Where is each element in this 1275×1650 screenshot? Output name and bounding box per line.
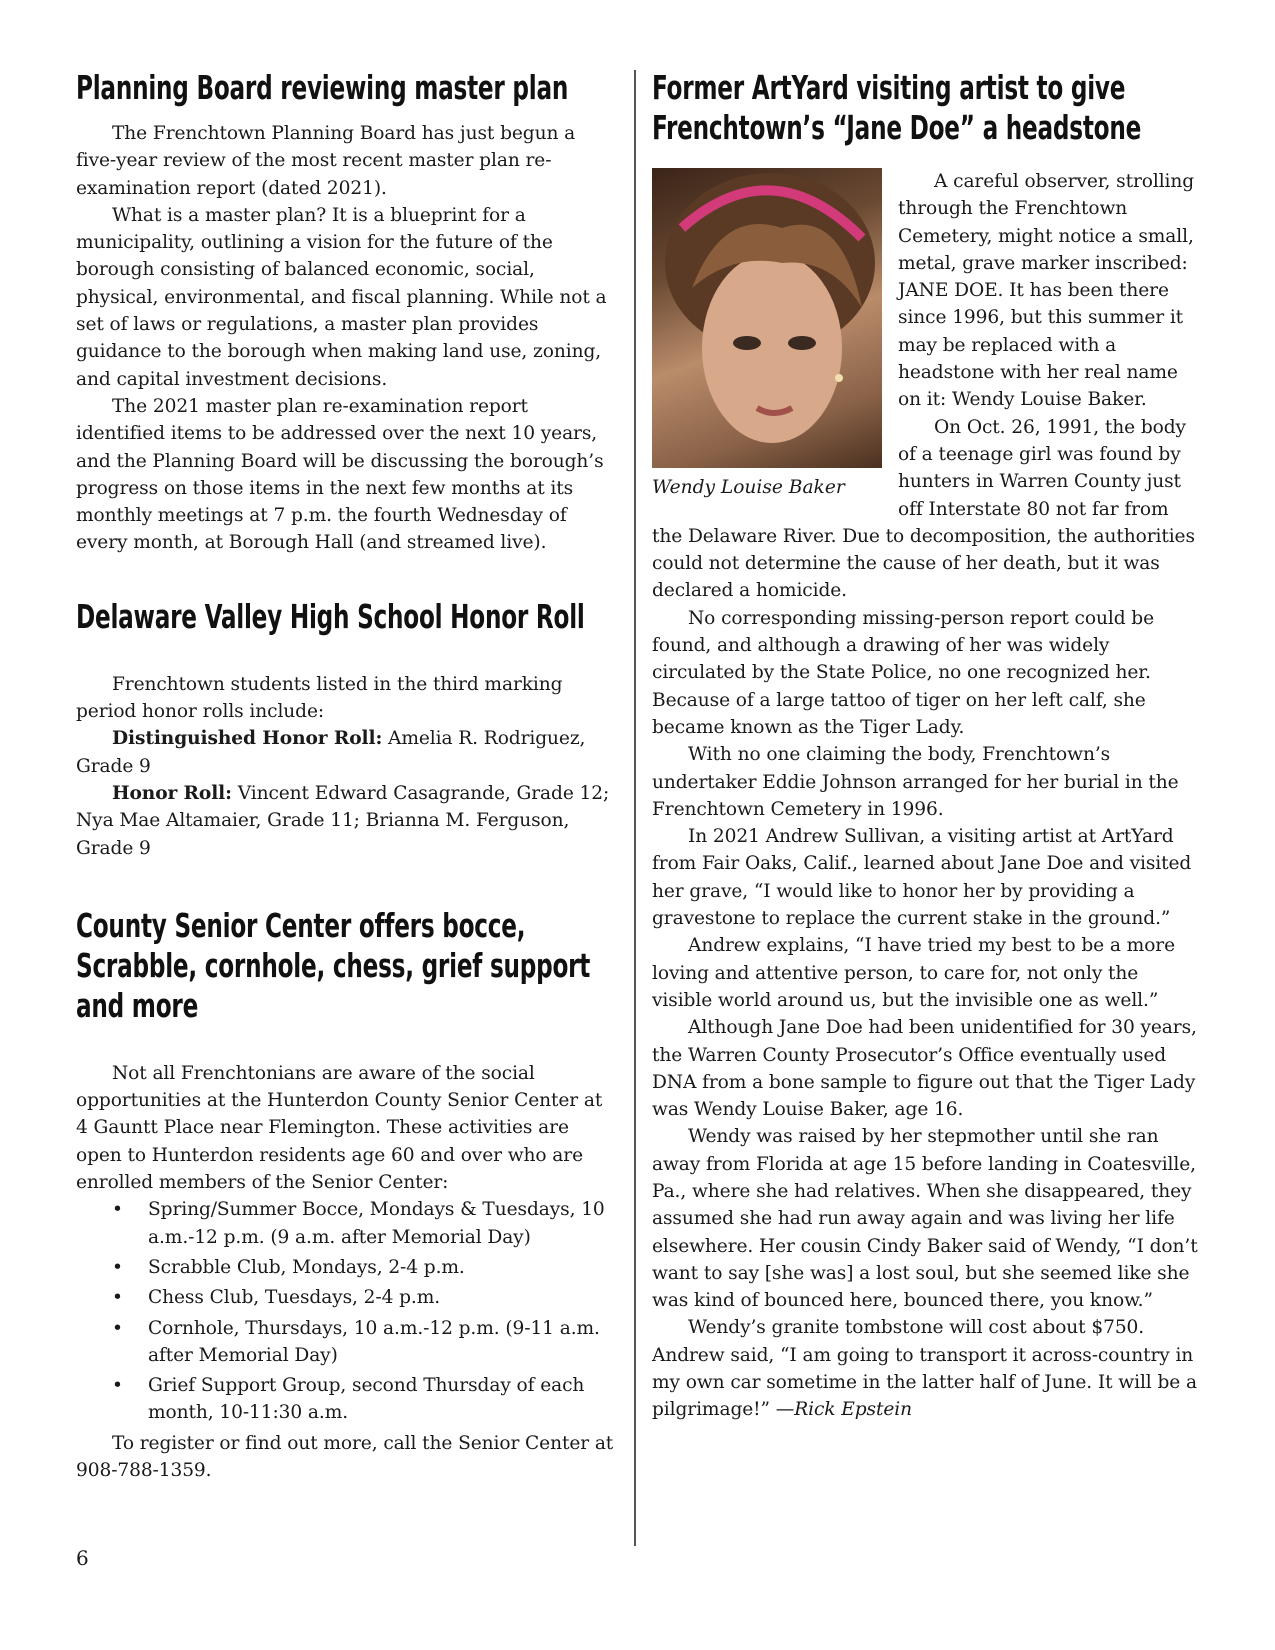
list-item: • Cornhole, Thursdays, 10 a.m.-12 p.m. (9-11 a.m. after Memorial Day) [112, 1317, 600, 1366]
right-column [652, 68, 1204, 1424]
list-item: • Scrabble Club, Mondays, 2-4 p.m. [112, 1256, 465, 1278]
distinguished-honor-roll [76, 725, 616, 780]
left-column [76, 68, 616, 1484]
paragraph: Frenchtown students listed in the third marking period honor rolls include: [76, 673, 563, 723]
list-item: • Spring/Summer Bocce, Mondays & Tuesdays, 10 a.m.-12 p.m. (9 a.m. after Memorial Day) [112, 1199, 605, 1248]
honor-names: Vincent Edward Casagrande, Grade 12; Nya Mae Altamaier, Grade 11; Brianna M. Ferguson, Grade 9 [76, 782, 610, 859]
distinguished-names: Amelia R. Rodriguez, Grade 9 [76, 728, 586, 777]
honor-label: Honor Roll: [112, 782, 232, 804]
headline-senior-center: County Senior Center offers bocce, Scrabble, cornhole, chess, grief support and more [76, 905, 591, 1025]
headline-planning-board: Planning Board reviewing master plan [76, 68, 569, 107]
activity-list [76, 1196, 616, 1426]
list-item: • Grief Support Group, second Thursday of each month, 10-11:30 a.m. [112, 1375, 585, 1424]
paragraph: To register or find out more, call the Senior Center at 908-788-1359. [76, 1432, 614, 1481]
paragraph: Not all Frenchtonians are aware of the social opportunities at the Hunterdon County Senior Center at 4 Gauntt Place near Flemington. These activities are open to Hunterdon residents age 60 and over who are enrolled members of the Senior Center: [76, 1062, 603, 1194]
paragraph: In 2021 Andrew Sullivan, a visiting artist at ArtYard from Fair Oaks, Calif., learned about Jane Doe and visited her grave, “I would like to honor her by providing a gravestone to replace the current stake in the ground.” [652, 826, 1192, 930]
column-divider [634, 70, 636, 1546]
paragraph: On Oct. 26, 1991, the body of a teenage girl was found by hunters in Warren County just off Interstate 80 not far from the Delaware River. Due to decomposition, the authorities could not determine the cause of her death, but it was declared a homicide. [652, 416, 1195, 602]
paragraph: What is a master plan? It is a blueprint for a municipality, outlining a vision for the future of the borough consisting of balanced economic, social, physical, environmental, and fiscal planning. While not a set of laws or regulations, a master plan provides guidance to the borough when making land use, zoning, and capital investment decisions. [76, 204, 607, 390]
article-senior-center [76, 906, 616, 1484]
paragraph: Although Jane Doe had been unidentified for 30 years, the Warren County Prosecutor’s Office eventually used DNA from a bone sample to figure out that the Tiger Lady was Wendy Louise Baker, age 16. [652, 1017, 1197, 1121]
photo-caption: Wendy Louise Baker [652, 477, 845, 498]
article-planning-board [76, 68, 616, 557]
paragraph-closing: Wendy’s granite tombstone will cost about $750. Andrew said, “I am going to transport it across-country in my own car sometime in the latter half of June. It will be a pilgrimage!” —Rick Epstein [652, 1317, 1197, 1421]
headline-jane-doe: Former ArtYard visiting artist to give Frenchtown’s “Jane Doe” a headstone [652, 68, 1142, 147]
headline-honor-roll: Delaware Valley High School Honor Roll [76, 596, 585, 636]
paragraph: Wendy was raised by her stepmother until she ran away from Florida at age 15 before landing in Coatesville, Pa., where she had relatives. When she disappeared, they assumed she had run away again and was living her life elsewhere. Her cousin Cindy Baker said of Wendy, “I don’t want to say [she was] a lost soul, but she seemed like she was kind of bounced here, bounced there, you know.” [652, 1126, 1198, 1312]
portrait-photo [652, 168, 882, 468]
distinguished-label: Distinguished Honor Roll: [112, 728, 383, 750]
paragraph: The Frenchtown Planning Board has just begun a five-year review of the most recent master plan re-examination report (dated 2021). [76, 123, 576, 199]
paragraph: The 2021 master plan re-examination report identified items to be addressed over the next 10 years, and the Planning Board will be discussing the borough’s progress on those items in the next few months at its monthly meetings at 7 p.m. the fourth Wednesday of every month, at Borough Hall (and streamed live). [76, 395, 604, 554]
paragraph: No corresponding missing-person report could be found, and although a drawing of her was widely circulated by the State Police, no one recognized her. Because of a large tattoo of tiger on her left calf, she became known as the Tiger Lady. [652, 607, 1155, 738]
page-number: 6 [76, 1546, 89, 1570]
photo-block [652, 168, 882, 501]
byline: —Rick Epstein [775, 1399, 912, 1421]
honor-roll [76, 780, 616, 862]
list-item: • Chess Club, Tuesdays, 2-4 p.m. [112, 1287, 441, 1309]
paragraph: Andrew explains, “I have tried my best to be a more loving and attentive person, to care for, not only the visible world around us, but the invisible one as well.” [652, 935, 1175, 1011]
paragraph: A careful observer, strolling through the Frenchtown Cemetery, might notice a small, metal, grave marker inscribed: JANE DOE. It has been there since 1996, but this summer it may be replaced with a headstone with her real name on it: Wendy Louise Baker. [898, 171, 1195, 411]
paragraph: With no one claiming the body, Frenchtown’s undertaker Eddie Johnson arranged for her burial in the Frenchtown Cemetery in 1996. [652, 744, 1179, 820]
article-honor-roll [76, 597, 616, 862]
